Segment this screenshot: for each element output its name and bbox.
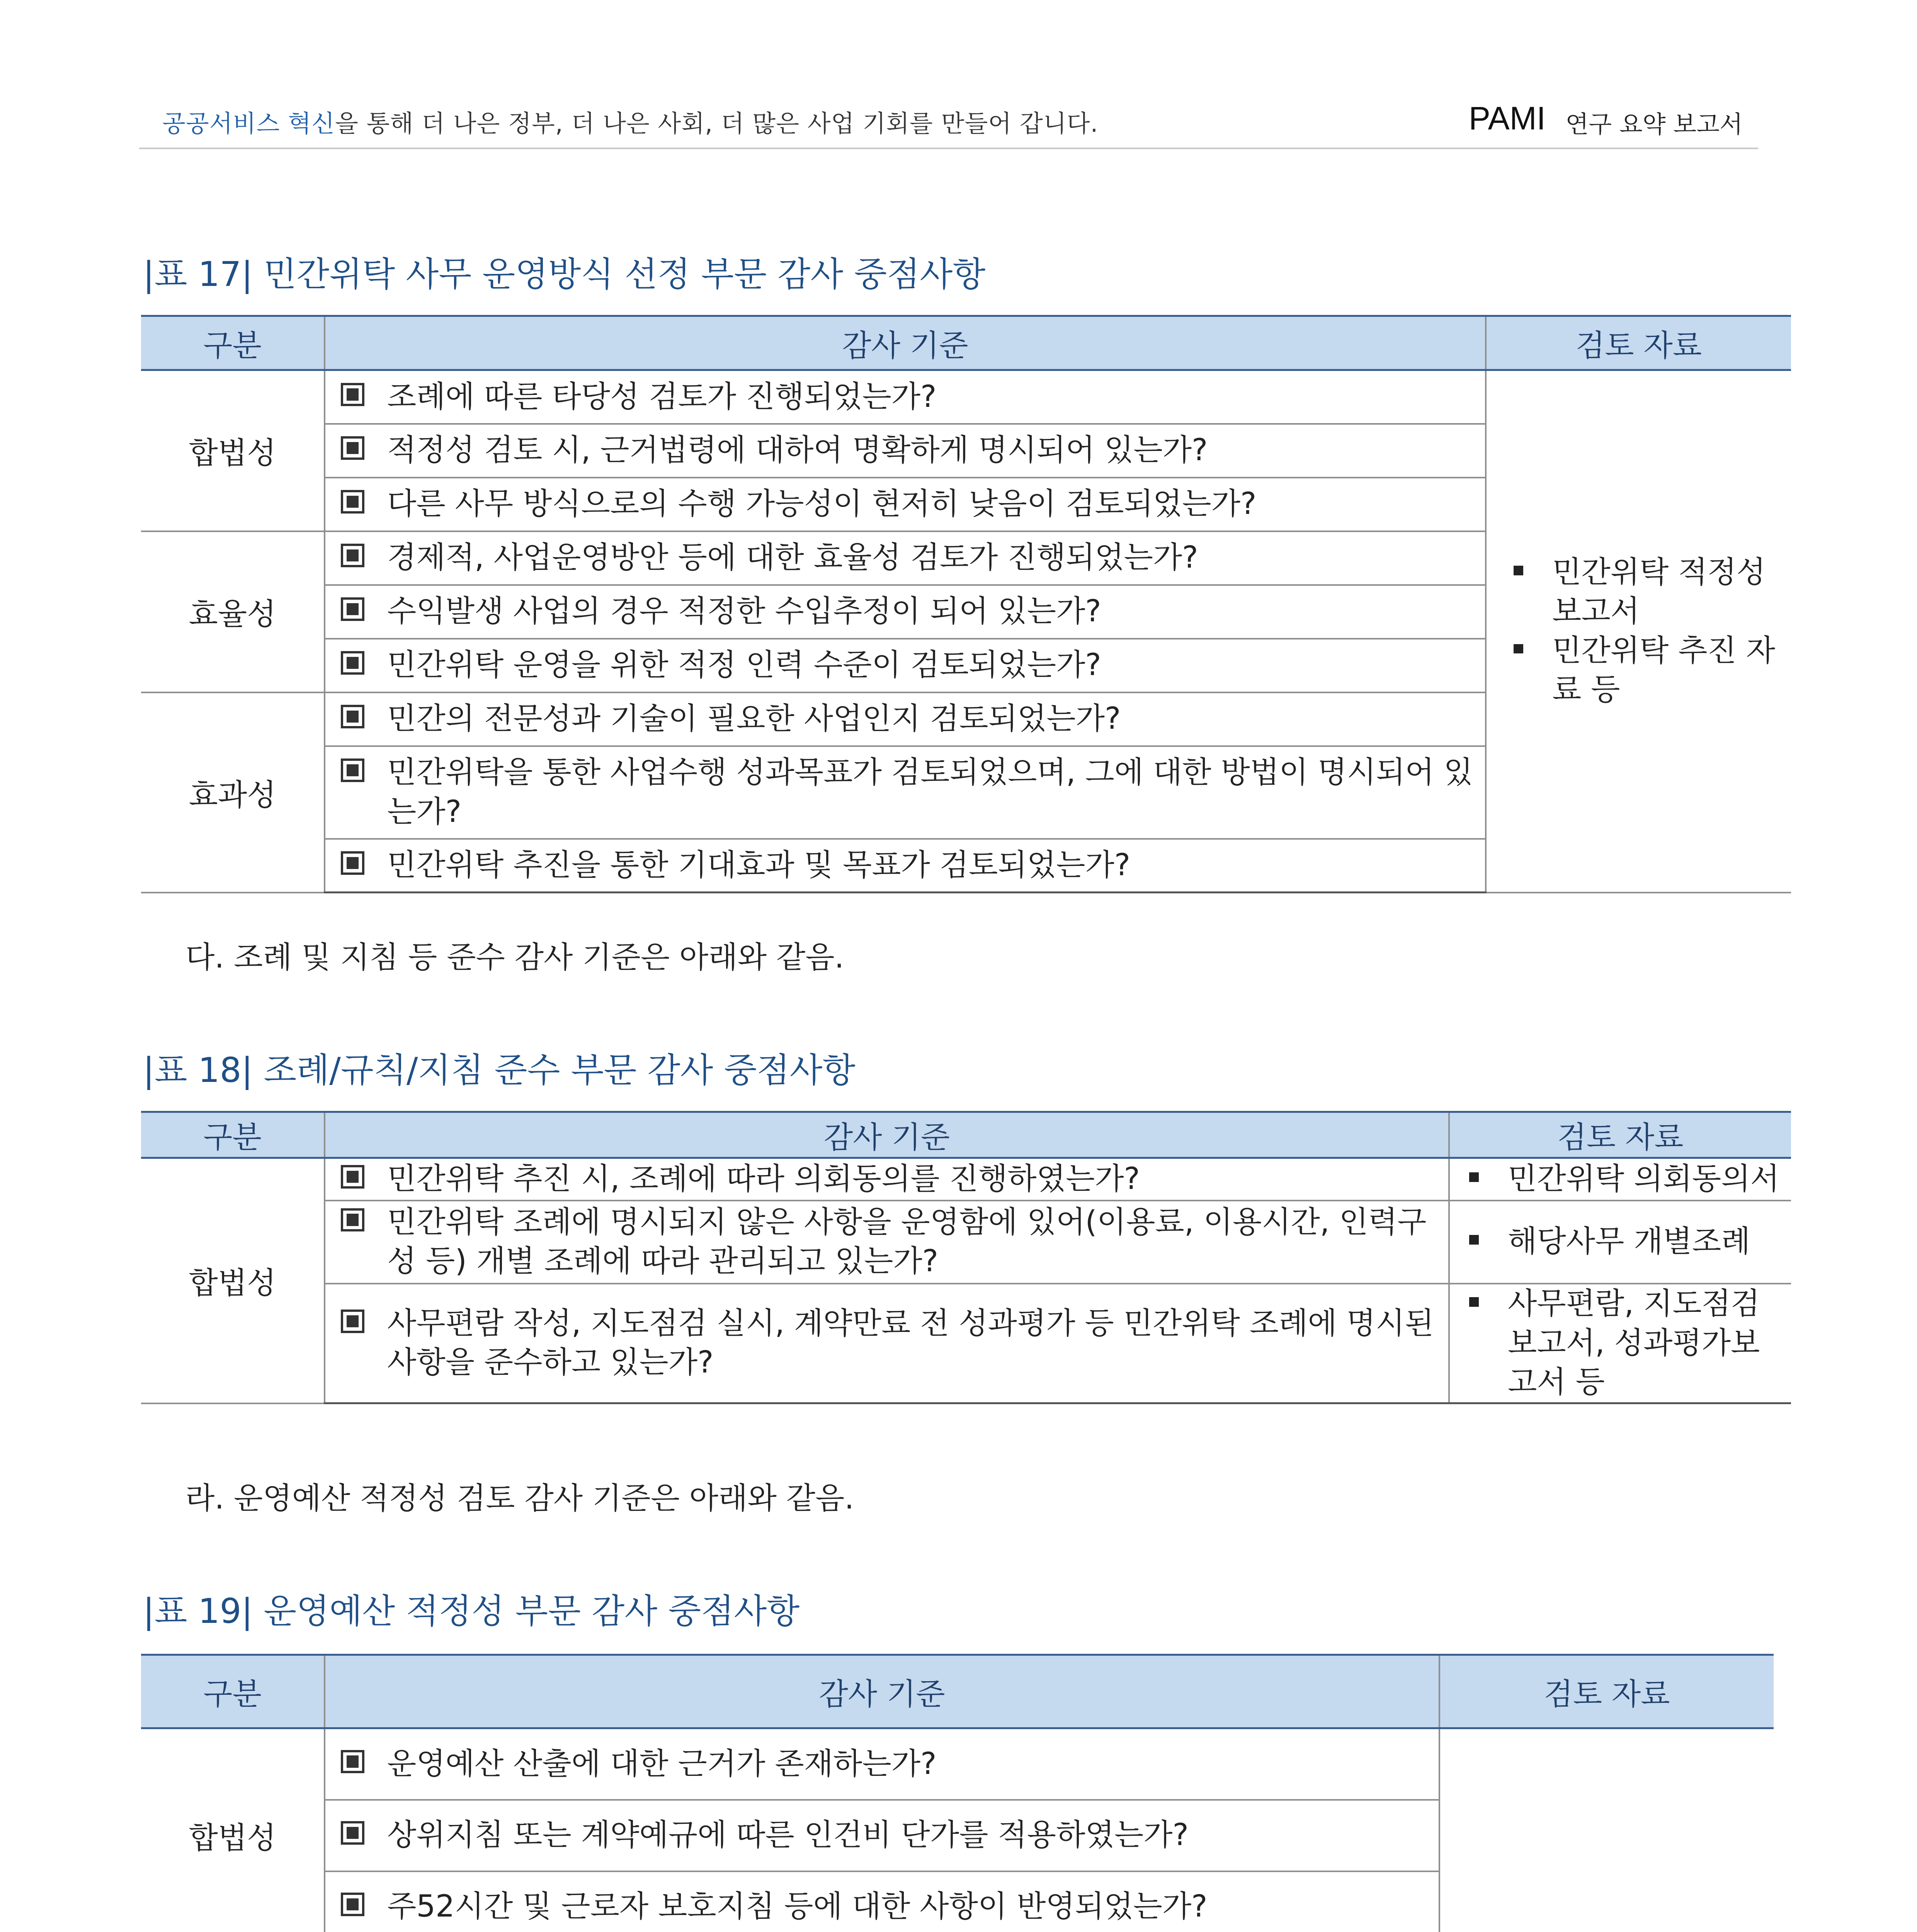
bullet-square-icon <box>1514 644 1523 654</box>
table17-criterion: 민간의 전문성과 기술이 필요한 사업인지 검토되었는가? <box>325 692 1486 746</box>
table18-material: 해당사무 개별조례 <box>1449 1201 1791 1284</box>
table19-header-category: 구분 <box>141 1655 325 1728</box>
checkbox-icon <box>341 651 364 675</box>
bullet-square-icon <box>1469 1235 1479 1245</box>
table18-criterion: 민간위탁 추진 시, 조례에 따라 의회동의를 진행하였는가? <box>325 1158 1449 1201</box>
table17 <box>141 315 1791 893</box>
table19-header-materials: 검토 자료 <box>1439 1655 1774 1728</box>
table17-criterion: 수익발생 사업의 경우 적정한 수입추정이 되어 있는가? <box>325 585 1486 639</box>
paragraph-da: 다. 조례 및 지침 등 준수 감사 기준은 아래와 같음. <box>185 940 844 975</box>
table17-header-materials: 검토 자료 <box>1486 316 1791 370</box>
table17-material-item: 민간위탁 추진 자료 등 <box>1510 631 1791 710</box>
tagline-accent: 공공서비스 혁신 <box>162 109 335 138</box>
table18-category-legality: 합법성 <box>141 1158 325 1403</box>
table19-criterion: 상위지침 또는 계약예규에 따른 인건비 단가를 적용하였는가? <box>325 1800 1439 1871</box>
table17-category-efficiency: 효율성 <box>141 531 325 692</box>
table19-materials <box>1439 1728 1774 1932</box>
table18-caption: |표 18| 조례/규칙/지침 준수 부문 감사 중점사항 <box>143 1050 856 1090</box>
header-brand: PAMI <box>1468 100 1546 136</box>
tagline-rest: 을 통해 더 나은 정부, 더 나은 사회, 더 많은 사업 기회를 만들어 갑니다. <box>335 109 1099 138</box>
table17-criterion: 민간위탁 추진을 통한 기대효과 및 목표가 검토되었는가? <box>325 839 1486 893</box>
table17-header-criteria: 감사 기준 <box>325 316 1486 370</box>
table18-criterion: 민간위탁 조례에 명시되지 않은 사항을 운영함에 있어(이용료, 이용시간, 인력구성 등) 개별 조례에 따라 관리되고 있는가? <box>325 1201 1449 1284</box>
table17-criterion: 다른 사무 방식으로의 수행 가능성이 현저히 낮음이 검토되었는가? <box>325 478 1486 531</box>
paragraph-ra: 라. 운영예산 적정성 검토 감사 기준은 아래와 같음. <box>185 1481 854 1516</box>
checkbox-icon <box>341 1310 364 1333</box>
checkbox-icon <box>341 490 364 514</box>
checkbox-icon <box>341 1165 364 1189</box>
table17-material-item: 민간위탁 적정성 보고서 <box>1510 553 1791 631</box>
table17-criterion: 민간위탁 운영을 위한 적정 인력 수준이 검토되었는가? <box>325 639 1486 692</box>
page-header <box>139 97 1758 147</box>
table17-criterion: 민간위탁을 통한 사업수행 성과목표가 검토되었으며, 그에 대한 방법이 명시되어 있는가? <box>325 746 1486 839</box>
table19 <box>141 1654 1774 1932</box>
table17-criterion: 조례에 따른 타당성 검토가 진행되었는가? <box>325 370 1486 424</box>
table19-header-criteria: 감사 기준 <box>325 1655 1439 1728</box>
table18-material: 민간위탁 의회동의서 <box>1449 1158 1791 1201</box>
table18-criterion: 사무편람 작성, 지도점검 실시, 계약만료 전 성과평가 등 민간위탁 조례에 명시된 사항을 준수하고 있는가? <box>325 1284 1449 1403</box>
checkbox-icon <box>341 436 364 460</box>
table18-header-category: 구분 <box>141 1112 325 1158</box>
checkbox-icon <box>341 1893 364 1916</box>
header-doctype: 연구 요약 보고서 <box>1565 110 1743 138</box>
bullet-square-icon <box>1469 1297 1479 1307</box>
table17-category-effectiveness: 효과성 <box>141 692 325 893</box>
checkbox-icon <box>341 597 364 621</box>
table17-header-category: 구분 <box>141 316 325 370</box>
table17-materials <box>1486 370 1791 893</box>
checkbox-icon <box>341 1208 364 1232</box>
table17-caption: |표 17| 민간위탁 사무 운영방식 선정 부문 감사 중점사항 <box>143 254 986 294</box>
checkbox-icon <box>341 759 364 782</box>
checkbox-icon <box>341 544 364 567</box>
table19-criterion: 운영예산 산출에 대한 근거가 존재하는가? <box>325 1728 1439 1800</box>
checkbox-icon <box>341 705 364 728</box>
header-tagline <box>162 104 1098 139</box>
table18-header-criteria: 감사 기준 <box>325 1112 1449 1158</box>
table19-category-legality: 합법성 <box>141 1728 325 1932</box>
table18-header-materials: 검토 자료 <box>1449 1112 1791 1158</box>
checkbox-icon <box>341 851 364 875</box>
bullet-square-icon <box>1514 566 1523 575</box>
table18 <box>141 1111 1791 1404</box>
table17-category-legality: 합법성 <box>141 370 325 531</box>
header-divider <box>139 148 1758 149</box>
table18-material: 사무편람, 지도점검보고서, 성과평가보고서 등 <box>1449 1284 1791 1403</box>
table17-criterion: 경제적, 사업운영방안 등에 대한 효율성 검토가 진행되었는가? <box>325 531 1486 585</box>
table17-criterion: 적정성 검토 시, 근거법령에 대하여 명확하게 명시되어 있는가? <box>325 424 1486 478</box>
checkbox-icon <box>341 1821 364 1845</box>
checkbox-icon <box>341 1750 364 1774</box>
checkbox-icon <box>341 383 364 406</box>
bullet-square-icon <box>1469 1172 1479 1182</box>
table19-criterion: 주52시간 및 근로자 보호지침 등에 대한 사항이 반영되었는가? <box>325 1871 1439 1932</box>
table19-caption: |표 19| 운영예산 적정성 부문 감사 중점사항 <box>143 1591 800 1631</box>
